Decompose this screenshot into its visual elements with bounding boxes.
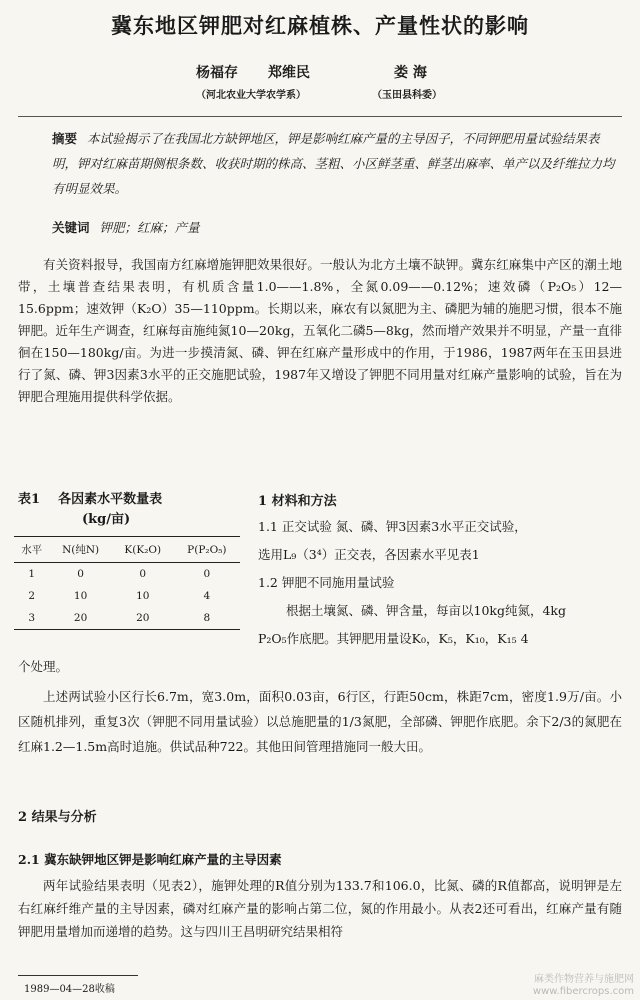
table-header-cell: N(纯N) xyxy=(49,537,111,563)
watermark-line: www.fibercrops.com xyxy=(532,986,634,997)
table-cell: 10 xyxy=(73,590,88,602)
footnote: 1989—04—28收稿 xyxy=(24,984,115,995)
section1-1-heading: 1.1 正交试验 氮、磷、钾3因素3水平正交试验， xyxy=(258,519,527,534)
table-cell: 2 xyxy=(28,590,36,602)
plot-paragraph: 上述两试验小区行长6.7m，宽3.0m，面积0.03亩，6行区，行距50cm，株距7cm，密度1.9万/亩。小区随机排列，重复3次（钾肥不同用量试验）以总施肥量的1/3氮肥，全部磷、钾肥作底肥。余下2/3的氮肥在红麻1.2—1.5m高时追施。供试品种722。其他田间管理措施同一般大田。 xyxy=(18,689,622,754)
author-affiliation: （河北农业大学农学系） xyxy=(196,90,306,101)
section1-2-text: 根据土壤氮、磷、钾含量，每亩以10kg纯氮，4kg xyxy=(286,603,567,618)
author-affiliation: （玉田县科委） xyxy=(372,90,442,101)
abstract-text: 本试验揭示了在我国北方缺钾地区，钾是影响红麻产量的主导因子，不同钾肥用量试验结果表明，钾对红麻苗期侧根条数、收获时期的株高、茎粗、小区鲜茎重、鲜茎出麻率、单产以及纤维拉力均有明显效果。 xyxy=(52,131,615,196)
footnote-rule xyxy=(18,975,138,976)
paper-title: 冀东地区钾肥对红麻植株、产量性状的影响 xyxy=(111,13,529,38)
table1 xyxy=(14,536,240,630)
header-divider xyxy=(18,116,622,117)
table-row xyxy=(14,563,240,586)
abstract-label: 摘要 xyxy=(52,131,78,146)
table-cell: 0 xyxy=(77,568,84,580)
intro-paragraph: 有关资料报导，我国南方红麻增施钾肥效果很好。一般认为北方土壤不缺钾。冀东红麻集中产区的潮土地带，土壤普查结果表明，有机质含量1.0——1.8%，全氮0.09——0.12%；速效磷（P₂O₅）12—15.6ppm；速效钾（K₂O）35—110ppm。长期以来，麻农有以氮肥为主、磷肥为辅的施肥习惯，很本不施钾肥。近年生产调查，红麻每亩施纯氮10—20kg，五氧化二磷5—8kg，然而增产效果并不明显，产量一直徘徊在150—180kg/亩。为进一步摸清氮、磷、钾在红麻产量形成中的作用，于1986，1987两年在玉田县进行了氮、磷、钾3因素3水平的正交施肥试验，1987年又增设了钾肥不同用量对红麻产量影响的试验，旨在为钾肥合理施用提供科学依据。 xyxy=(18,257,622,404)
abstract xyxy=(52,126,622,201)
author-name: 郑维民 xyxy=(268,65,310,81)
table-cell: 20 xyxy=(112,607,174,630)
table-header-cell: P(P₂O₅) xyxy=(174,537,240,563)
table-header-cell: K(K₂O) xyxy=(112,537,174,563)
keywords-label: 关键词 xyxy=(52,220,90,235)
table1-caption xyxy=(18,488,162,507)
section1-2-heading: 1.2 钾肥不同施用量试验 xyxy=(258,575,395,590)
table-cell: 20 xyxy=(49,607,111,630)
section2-1-heading: 2.1 冀东缺钾地区钾是影响红麻产量的主导因素 xyxy=(18,852,282,867)
section1-heading: 1 材料和方法 xyxy=(258,494,337,509)
table-cell: 4 xyxy=(203,590,211,602)
table-header-row xyxy=(14,537,240,563)
table-cell: 0 xyxy=(203,568,211,580)
watermark xyxy=(533,974,634,998)
table-row xyxy=(14,585,240,607)
table1-label: 表1 xyxy=(18,492,41,507)
table-cell: 3 xyxy=(14,607,49,630)
section2-1-text: 两年试验结果表明（见表2），施钾处理的R值分别为133.7和106.0，比氮、磷的R值都高，说明钾是左右红麻纤维产量的主导因素，磷对红麻产量的影响占第二位，氮的作用最小。从表2还可看出，红麻产量有随钾肥用量增加而递增的趋势。这与四川王昌明研究结果相符 xyxy=(18,878,622,939)
table-header-cell: 水平 xyxy=(14,537,49,563)
table-cell: 8 xyxy=(174,607,240,630)
table-cell: 0 xyxy=(139,568,147,580)
watermark-line: 麻类作物营养与施肥网 xyxy=(534,974,634,985)
section1-2-text: 个处理。 xyxy=(18,659,69,674)
table-cell: 1 xyxy=(28,568,36,580)
table-row xyxy=(14,607,240,630)
author-name: 杨福存 xyxy=(196,65,238,81)
table1-title: 各因素水平数量表 xyxy=(58,492,163,507)
table-cell: 10 xyxy=(136,590,150,602)
section1-1-text: 选用L₉（3⁴）正交表，各因素水平见表1 xyxy=(258,547,480,562)
keywords xyxy=(52,218,200,236)
author-name: 娄 海 xyxy=(394,65,427,81)
section1-2-text: P₂O₅作底肥。其钾肥用量设K₀，K₅，K₁₀，K₁₅ 4 xyxy=(258,631,529,646)
table1-unit: (kg/亩) xyxy=(82,512,131,527)
section2-heading: 2 结果与分析 xyxy=(18,810,97,825)
keywords-text: 钾肥；红麻；产量 xyxy=(99,220,200,235)
